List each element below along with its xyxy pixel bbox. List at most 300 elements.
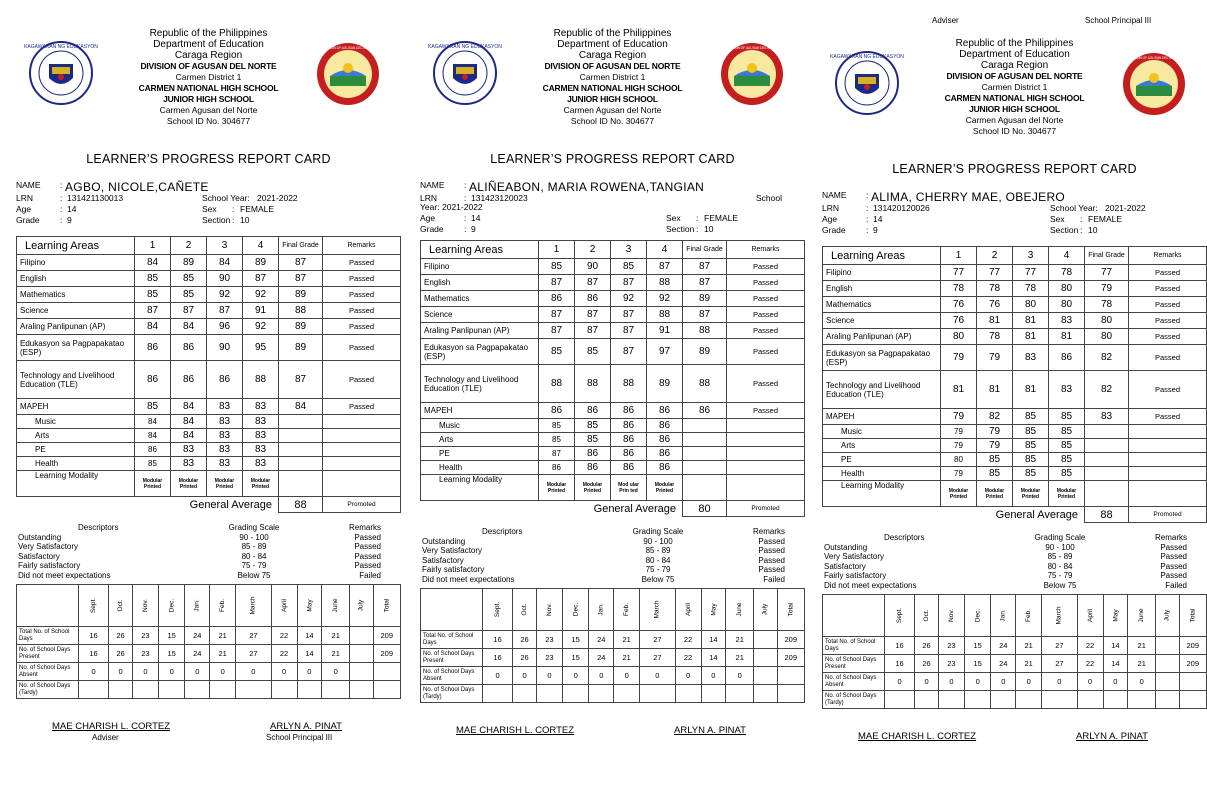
- grades-table: [822, 246, 1207, 523]
- attendance-value: 21: [322, 645, 350, 663]
- quarter-2-grade: 78: [977, 281, 1013, 297]
- attendance-value: 22: [675, 631, 701, 649]
- descriptor-remark: Passed: [758, 536, 785, 546]
- attendance-value: 27: [640, 631, 675, 649]
- quarter-2-header: 2: [575, 241, 611, 259]
- attendance-value: 26: [915, 655, 939, 673]
- learning-modality-row: [421, 475, 805, 501]
- quarter-4-grade: 97: [647, 339, 683, 365]
- final-grade: 89: [683, 291, 727, 307]
- quarter-2-grade: 85: [977, 453, 1013, 467]
- division-line: DIVISION OF AGUSAN DEL NORTE: [140, 61, 277, 71]
- quarter-4-grade: 80: [1049, 281, 1085, 297]
- attendance-value: 23: [133, 627, 159, 645]
- remark-empty: [727, 447, 805, 461]
- quarter-1-grade: 85: [539, 433, 575, 447]
- remark-empty: [727, 475, 805, 501]
- attendance-value: [754, 685, 777, 703]
- section-label: Section: [202, 215, 231, 225]
- descriptor-remark: Passed: [354, 561, 381, 570]
- quarter-1-header: 1: [135, 237, 171, 255]
- quarter-4-grade: 83: [1049, 313, 1085, 329]
- remarks-header: Remarks: [348, 523, 381, 532]
- subject-name: Edukasyon sa Pagpapakatao (ESP): [421, 339, 539, 365]
- school-year-value: 2021-2022: [257, 193, 298, 203]
- month-label: May: [709, 603, 717, 616]
- remark: Passed: [1129, 371, 1207, 409]
- quarter-1-grade: 76: [941, 297, 977, 313]
- final-grade-header: Final Grade: [1085, 247, 1129, 265]
- modality-value: Mod ular Prin ted: [611, 475, 647, 501]
- school-year-value: 2021-2022: [1105, 203, 1146, 213]
- quarter-2-grade: 84: [171, 319, 207, 335]
- quarter-3-header: 3: [611, 241, 647, 259]
- descriptor-row: [16, 542, 401, 552]
- attendance-value: [373, 663, 400, 681]
- quarter-2-header: 2: [171, 237, 207, 255]
- school-name-line: CARMEN NATIONAL HIGH SCHOOL: [944, 93, 1085, 103]
- mapeh-component-row: [823, 467, 1207, 481]
- grading-scale: 75 - 79: [645, 565, 671, 574]
- attendance-value: 14: [701, 649, 726, 667]
- descriptor-row: [420, 556, 805, 566]
- sex-label: Sex: [666, 213, 681, 223]
- modality-value: Modular Printed: [575, 475, 611, 501]
- attendance-row-label: Total No. of School Days: [823, 637, 885, 655]
- month-label: Sept.: [896, 607, 904, 624]
- quarter-4-grade: 95: [243, 335, 279, 361]
- quarter-1-grade: 84: [135, 429, 171, 443]
- top-principal-caption: School Principal III: [1085, 16, 1152, 25]
- attendance-row-label: No. of School Days (Tardy): [421, 685, 483, 703]
- remark-empty: [727, 433, 805, 447]
- month-header: [939, 595, 965, 637]
- quarter-3-grade: 86: [611, 419, 647, 433]
- attendance-row-label: No. of School Days Absent: [823, 673, 885, 691]
- remark: Passed: [727, 307, 805, 323]
- quarter-3-grade: 85: [1013, 409, 1049, 425]
- month-header: [1179, 595, 1206, 637]
- attendance-value: 16: [885, 637, 915, 655]
- final-grade: 80: [1085, 329, 1129, 345]
- quarter-4-grade: 86: [647, 433, 683, 447]
- month-label: April: [1086, 608, 1094, 623]
- quarter-3-header: 3: [1013, 247, 1049, 265]
- final-grade-header: Final Grade: [279, 237, 323, 255]
- quarter-3-grade: 77: [1013, 265, 1049, 281]
- school-year-label: School Year:: [1050, 203, 1098, 213]
- attendance-value: [640, 685, 675, 703]
- quarter-3-grade: 96: [207, 319, 243, 335]
- quarter-4-grade: 83: [243, 399, 279, 415]
- month-label: Oct.: [923, 609, 931, 622]
- quarter-3-grade: 86: [611, 433, 647, 447]
- quarter-3-grade: 85: [1013, 425, 1049, 439]
- month-header: [1128, 595, 1156, 637]
- attendance-value: 0: [537, 667, 563, 685]
- descriptor: Very Satisfactory: [18, 542, 79, 551]
- final-grade: 87: [683, 275, 727, 291]
- descriptor-row: [822, 571, 1207, 581]
- month-header: [1016, 595, 1042, 637]
- attendance-value: 27: [236, 645, 271, 663]
- descriptor-remark: Passed: [354, 551, 381, 561]
- month-label: Jan.: [999, 609, 1007, 622]
- subject-name: Technology and Livelihood Education (TLE): [823, 371, 941, 409]
- attendance-row-label: No. of School Days Present: [421, 649, 483, 667]
- attendance-row-label: No. of School Days Present: [17, 645, 79, 663]
- quarter-2-grade: 83: [171, 457, 207, 471]
- principal-name: ARLYN A. PINAT: [674, 725, 746, 736]
- quarter-4-grade: 80: [1049, 297, 1085, 313]
- general-average-label: General Average: [995, 508, 1078, 521]
- remark: Passed: [323, 287, 401, 303]
- quarter-2-grade: 81: [977, 313, 1013, 329]
- attendance-value: 0: [210, 663, 236, 681]
- principal-name: ARLYN A. PINAT: [1076, 731, 1148, 742]
- attendance-value: [915, 691, 939, 709]
- quarter-1-grade: 79: [941, 409, 977, 425]
- quarter-3-grade: 83: [207, 457, 243, 471]
- descriptor-remark: Passed: [758, 555, 785, 565]
- subject-name: Mathematics: [421, 291, 539, 307]
- attendance-value: 0: [1128, 673, 1156, 691]
- remark: Passed: [1129, 297, 1207, 313]
- quarter-4-grade: 89: [647, 365, 683, 403]
- descriptor-row: [420, 575, 805, 585]
- attendance-value: [350, 627, 373, 645]
- subject-row: [421, 259, 805, 275]
- general-average-remark: Promoted: [1129, 507, 1207, 523]
- quarter-1-grade: 85: [135, 457, 171, 471]
- quarter-1-grade: 84: [135, 255, 171, 271]
- quarter-3-grade: 92: [207, 287, 243, 303]
- grade-label: Grade: [16, 215, 40, 225]
- quarter-4-grade: 83: [243, 457, 279, 471]
- month-header: [589, 589, 614, 631]
- name-label: NAME: [16, 180, 41, 190]
- attendance-value: 0: [915, 673, 939, 691]
- attendance-value: 0: [701, 667, 726, 685]
- descriptors-header-row: [16, 523, 401, 533]
- month-header: [964, 595, 991, 637]
- age-label: Age: [16, 204, 32, 214]
- attendance-value: 27: [1042, 637, 1077, 655]
- quarter-2-grade: 85: [575, 433, 611, 447]
- month-label: June: [332, 598, 340, 613]
- subject-name: MAPEH: [823, 409, 941, 425]
- modality-value: Modular Printed: [977, 481, 1013, 507]
- attendance-value: 0: [726, 667, 754, 685]
- month-label: April: [280, 598, 288, 613]
- attendance-value: 22: [1077, 637, 1103, 655]
- quarter-3-grade: 84: [207, 255, 243, 271]
- final-grade: 89: [279, 335, 323, 361]
- grading-scale: 85 - 89: [645, 546, 671, 555]
- month-label: Jan.: [597, 603, 605, 616]
- months-header-row: [17, 585, 401, 627]
- final-grade: 87: [279, 255, 323, 271]
- descriptor-remark: Passed: [758, 546, 785, 555]
- quarter-2-grade: 86: [575, 447, 611, 461]
- general-average-row: [421, 501, 805, 517]
- quarter-3-header: 3: [207, 237, 243, 255]
- quarter-1-grade: 85: [539, 339, 575, 365]
- general-average-row: [823, 507, 1207, 523]
- attendance-value: [777, 685, 804, 703]
- quarter-4-grade: 92: [647, 291, 683, 307]
- mapeh-component-row: [421, 461, 805, 475]
- month-header: [614, 589, 640, 631]
- quarter-4-grade: 85: [1049, 467, 1085, 481]
- age-colon: :: [464, 213, 467, 223]
- attendance-value: 21: [726, 649, 754, 667]
- final-grade: 84: [279, 399, 323, 415]
- month-header: [1077, 595, 1103, 637]
- subject-name: Filipino: [823, 265, 941, 281]
- final-grade: 79: [1085, 281, 1129, 297]
- lrn-value: 131420120026: [873, 203, 930, 213]
- descriptor-remark: Passed: [758, 565, 785, 574]
- attendance-value: 0: [939, 673, 965, 691]
- quarter-1-grade: 86: [135, 361, 171, 399]
- final-grade-empty: [1085, 481, 1129, 507]
- subject-row: [421, 291, 805, 307]
- descriptors-header: Descriptors: [482, 527, 523, 536]
- quarter-3-grade: 83: [207, 429, 243, 443]
- quarter-4-grade: 89: [243, 255, 279, 271]
- general-average-value: 88: [1085, 507, 1129, 523]
- final-grade-empty: [683, 447, 727, 461]
- quarter-1-grade: 86: [539, 403, 575, 419]
- quarter-1-grade: 86: [135, 443, 171, 457]
- attendance-row-label: Total No. of School Days: [421, 631, 483, 649]
- modality-value: Modular Printed: [243, 471, 279, 497]
- month-label: Sept.: [90, 597, 98, 614]
- component-name: PE: [17, 443, 135, 457]
- lrn-colon: :: [60, 193, 63, 203]
- quarter-3-grade: 81: [1013, 371, 1049, 409]
- lrn-colon: :: [866, 203, 869, 213]
- quarter-1-grade: 80: [941, 329, 977, 345]
- subject-name: Edukasyon sa Pagpapakatao (ESP): [17, 335, 135, 361]
- school-id-line: School ID No. 304677: [972, 126, 1057, 136]
- month-header: [777, 589, 804, 631]
- modality-value: Modular Printed: [207, 471, 243, 497]
- attendance-value: 0: [236, 663, 271, 681]
- division-line: DIVISION OF AGUSAN DEL NORTE: [544, 61, 681, 71]
- grades-table: [420, 240, 805, 517]
- grading-scale: 80 - 84: [1047, 561, 1073, 571]
- month-header: [79, 585, 109, 627]
- remark-empty: [323, 457, 401, 471]
- component-name: Music: [823, 425, 941, 439]
- subject-name: English: [17, 271, 135, 287]
- quarter-3-grade: 87: [611, 307, 647, 323]
- month-label: Feb.: [1025, 608, 1033, 623]
- attendance-row: [823, 637, 1207, 655]
- attendance-value: 27: [236, 627, 271, 645]
- final-grade: 87: [683, 259, 727, 275]
- quarter-2-grade: 83: [171, 443, 207, 457]
- grading-scale: 80 - 84: [241, 551, 267, 561]
- region-line: Caraga Region: [578, 50, 647, 61]
- sex-colon: :: [1080, 214, 1083, 224]
- remark-empty: [1129, 439, 1207, 453]
- attendance-value: 15: [964, 655, 991, 673]
- final-grade: 89: [279, 319, 323, 335]
- component-name: Music: [17, 415, 135, 429]
- grading-scale: 80 - 84: [645, 555, 671, 565]
- descriptor: Fairly satisfactory: [422, 565, 485, 574]
- attendance-value: [885, 691, 915, 709]
- grade-colon: :: [866, 225, 869, 235]
- month-label: June: [1138, 608, 1146, 623]
- attendance-value: [297, 681, 322, 699]
- school-heading: [76, 28, 341, 127]
- subject-row: [421, 339, 805, 365]
- republic-line: Republic of the Philippines: [149, 28, 268, 39]
- remark-empty: [727, 461, 805, 475]
- attendance-value: 0: [614, 667, 640, 685]
- division-seal-text: DIVISION OF AGUSAN DEL NORTE: [321, 46, 375, 50]
- month-header: [701, 589, 726, 631]
- attendance-value: 16: [79, 645, 109, 663]
- attendance-row: [421, 649, 805, 667]
- descriptors-header-row: [822, 533, 1207, 543]
- modality-value: Modular Printed: [647, 475, 683, 501]
- descriptors-header-row: [420, 527, 805, 537]
- quarter-3-grade: 87: [611, 275, 647, 291]
- final-grade-empty: [1085, 439, 1129, 453]
- section-colon: :: [696, 224, 699, 234]
- mapeh-component-row: [17, 457, 401, 471]
- attendance-value: 15: [964, 637, 991, 655]
- quarter-1-header: 1: [941, 247, 977, 265]
- quarter-2-grade: 87: [171, 303, 207, 319]
- attendance-value: 0: [675, 667, 701, 685]
- attendance-value: [939, 691, 965, 709]
- remark: Passed: [323, 303, 401, 319]
- final-grade: 82: [1085, 345, 1129, 371]
- quarter-1-grade: 80: [941, 453, 977, 467]
- learner-info: [420, 180, 805, 240]
- quarter-2-grade: 84: [171, 415, 207, 429]
- attendance-value: 15: [158, 627, 185, 645]
- attendance-value: [483, 685, 513, 703]
- learning-modality-label: Learning Modality: [823, 481, 941, 507]
- month-header: [885, 595, 915, 637]
- attendance-value: [1042, 691, 1077, 709]
- mapeh-component-row: [823, 453, 1207, 467]
- learner-info: [16, 180, 401, 236]
- descriptor-row: [16, 533, 401, 543]
- grades-header-row: [823, 247, 1207, 265]
- subject-name: Filipino: [421, 259, 539, 275]
- month-label: July: [1163, 609, 1171, 622]
- quarter-3-grade: 81: [1013, 313, 1049, 329]
- attendance-value: 0: [1077, 673, 1103, 691]
- attendance-value: 21: [614, 649, 640, 667]
- month-header: [133, 585, 159, 627]
- attendance-value: 21: [726, 631, 754, 649]
- quarter-2-grade: 84: [171, 399, 207, 415]
- descriptor: Very Satisfactory: [422, 546, 483, 555]
- quarter-4-grade: 88: [647, 307, 683, 323]
- district-line: Carmen District 1: [981, 82, 1048, 92]
- age-label: Age: [420, 213, 436, 223]
- descriptor-row: [420, 537, 805, 547]
- grades-header-row: [17, 237, 401, 255]
- descriptor: Satisfactory: [824, 561, 866, 571]
- attendance-value: 0: [133, 663, 159, 681]
- grading-scale: 90 - 100: [239, 532, 269, 542]
- quarter-2-grade: 85: [575, 339, 611, 365]
- district-line: Carmen District 1: [175, 72, 242, 82]
- attendance-value: [754, 631, 777, 649]
- deped-line: Department of Education: [557, 39, 668, 50]
- attendance-corner: [823, 595, 885, 637]
- final-grade: 88: [683, 365, 727, 403]
- remark: Passed: [1129, 329, 1207, 345]
- modality-value: Modular Printed: [1049, 481, 1085, 507]
- month-label: Nov.: [947, 609, 955, 622]
- report-card-2: [420, 28, 805, 755]
- quarter-3-grade: 83: [207, 443, 243, 457]
- adviser-name: MAE CHARISH L. CORTEZ: [52, 721, 171, 732]
- attendance-value: 21: [210, 645, 236, 663]
- attendance-value: 24: [589, 649, 614, 667]
- attendance-value: 15: [562, 631, 589, 649]
- quarter-3-grade: 86: [207, 361, 243, 399]
- school-heading: [480, 28, 745, 127]
- subject-name: Technology and Livelihood Education (TLE): [421, 365, 539, 403]
- principal-name: ARLYN A. PINAT: [270, 721, 342, 732]
- attendance-value: [754, 667, 777, 685]
- attendance-value: 16: [885, 655, 915, 673]
- quarter-4-grade: 87: [647, 259, 683, 275]
- subject-name: English: [421, 275, 539, 291]
- quarter-2-grade: 79: [977, 345, 1013, 371]
- quarter-4-grade: 85: [1049, 453, 1085, 467]
- learning-modality-label: Learning Modality: [421, 475, 539, 501]
- descriptor-row: [16, 552, 401, 562]
- attendance-value: 209: [1179, 655, 1206, 673]
- attendance-value: 209: [777, 649, 804, 667]
- mapeh-component-row: [421, 433, 805, 447]
- attendance-value: 0: [589, 667, 614, 685]
- final-grade: 89: [683, 339, 727, 365]
- remark-empty: [323, 429, 401, 443]
- region-line: Caraga Region: [174, 50, 243, 61]
- principal-role: School Principal III: [266, 733, 333, 742]
- remark: Passed: [323, 361, 401, 399]
- grade-colon: :: [464, 224, 467, 234]
- lrn-label: LRN: [16, 193, 34, 203]
- section-colon: :: [232, 215, 235, 225]
- card-header: [16, 28, 401, 146]
- quarter-2-grade: 87: [575, 275, 611, 291]
- grading-scale-header: Grading Scale: [1034, 533, 1086, 542]
- attendance-value: [777, 667, 804, 685]
- attendance-row: [17, 627, 401, 645]
- attendance-value: 15: [562, 649, 589, 667]
- mapeh-component-row: [421, 419, 805, 433]
- quarter-2-grade: 84: [171, 429, 207, 443]
- attendance-value: 16: [483, 649, 513, 667]
- descriptor-remark: Passed: [354, 532, 381, 542]
- grade-value: 9: [873, 225, 878, 235]
